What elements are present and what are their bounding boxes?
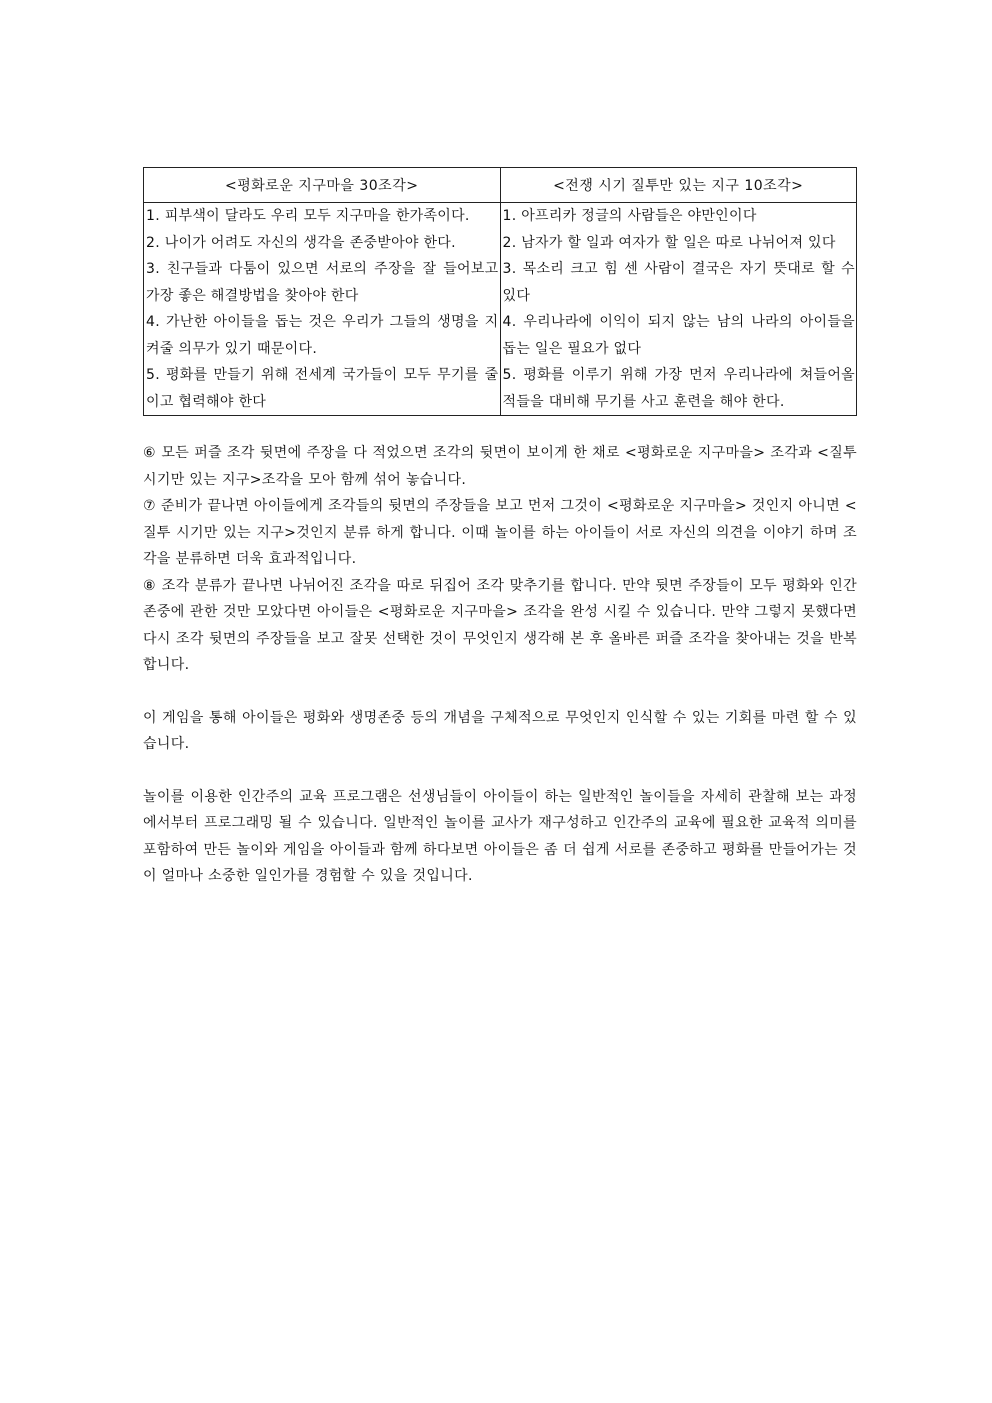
war-claim-2: 2. 남자가 할 일과 여자가 할 일은 따로 나뉘어져 있다 <box>502 234 836 251</box>
conclusion-paragraph: 놀이를 이용한 인간주의 교육 프로그램은 선생님들이 아이들이 하는 일반적인 놀이들을 자세히 관찰해 보는 과정에서부터 프로그래밍 될 수 있습니다. 일반적인 놀이를 교사가 재구성하고 인간주의 교육에 필요한 교육적 의미를 포함하여 만든 놀이와 게임을 아이들과 함께 하다보면 아이들은 좀 더 쉽게 서로를 존중하고 평화를 만들어가는 것이 얼마나 소중한 일인가를 경험할 수 있을 것입니다. <box>143 788 857 884</box>
game-summary-paragraph: 이 게임을 통해 아이들은 평화와 생명존중 등의 개념을 구체적으로 무엇인지 인식할 수 있는 기회를 마련 할 수 있습니다. <box>143 709 857 752</box>
game-steps <box>143 440 857 679</box>
step-7: ⑦ 준비가 끝나면 아이들에게 조각들의 뒷면의 주장들을 보고 먼저 그것이 <평화로운 지구마을> 것인지 아니면 <질투 시기만 있는 지구>것인지 분류 하게 합니다. 이때 놀이를 하는 아이들이 서로 자신의 의견을 이야기 하며 조각을 분류하면 더욱 효과적입니다. <box>143 498 857 567</box>
peaceful-claim-5: 5. 평화를 만들기 위해 전세계 국가들이 모두 무기를 줄이고 협력해야 한다 <box>146 367 499 410</box>
step-6: ⑥ 모든 퍼즐 조각 뒷면에 주장을 다 적었으면 조각의 뒷면이 보이게 한 채로 <평화로운 지구마을> 조각과 <질투 시기만 있는 지구>조각을 모아 함께 섞어 놓습니다. <box>143 445 857 488</box>
document-page <box>143 167 857 890</box>
peaceful-claim-1: 1. 피부색이 달라도 우리 모두 지구마을 한가족이다. <box>146 208 470 224</box>
war-claim-1: 1. 아프리카 정글의 사람들은 야만인이다 <box>502 208 757 224</box>
header-war-earth: <전쟁 시기 질투만 있는 지구 10조각> <box>500 168 857 203</box>
war-claim-5: 5. 평화를 이루기 위해 가장 먼저 우리나라에 쳐들어올 적들을 대비해 무기를 사고 훈련을 해야 한다. <box>502 367 855 410</box>
comparison-table <box>143 167 857 416</box>
step-8: ⑧ 조각 분류가 끝나면 나뉘어진 조각을 따로 뒤집어 조각 맞추기를 합니다. 만약 뒷면 주장들이 모두 평화와 인간 존중에 관한 것만 모았다면 아이들은 <평화로운 지구마을> 조각을 완성 시킬 수 있습니다. 만약 그렇지 못했다면 다시 조각 뒷면의 주장들을 보고 잘못 선택한 것이 무엇인지 생각해 본 후 올바른 퍼즐 조각을 찾아내는 것을 반복 합니다. <box>143 577 857 673</box>
peaceful-claim-2: 2. 나이가 어려도 자신의 생각을 존중받아야 한다. <box>146 234 456 251</box>
peaceful-claim-3: 3. 친구들과 다툼이 있으면 서로의 주장을 잘 들어보고 가장 좋은 해결방법을 찾아야 한다 <box>146 261 499 304</box>
header-peaceful-earth: <평화로운 지구마을 30조각> <box>144 168 501 203</box>
war-claim-4: 4. 우리나라에 이익이 되지 않는 남의 나라의 아이들을 돕는 일은 필요가 없다 <box>502 314 855 357</box>
peaceful-claim-4: 4. 가난한 아이들을 돕는 것은 우리가 그들의 생명을 지켜줄 의무가 있기 때문이다. <box>146 314 499 357</box>
table-body-row <box>144 203 857 416</box>
table-header-row <box>144 168 857 203</box>
war-claims-cell <box>500 203 857 416</box>
war-claim-3: 3. 목소리 크고 힘 센 사람이 결국은 자기 뜻대로 할 수 있다 <box>502 261 855 304</box>
peaceful-claims-cell <box>144 203 501 416</box>
